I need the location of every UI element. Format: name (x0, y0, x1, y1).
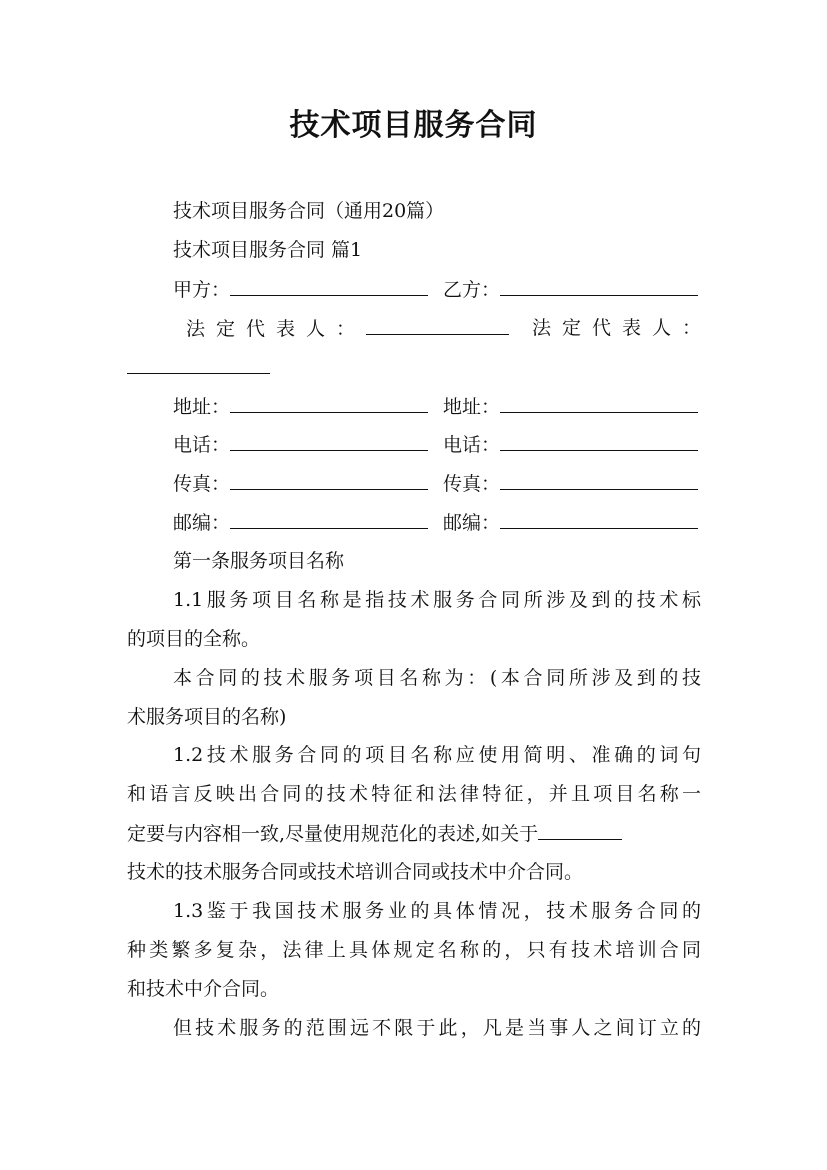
party-b-blank[interactable] (500, 277, 698, 296)
para-name-line-1: 本合同的技术服务项目名称为：(本合同所涉及到的技 (173, 667, 701, 689)
party-b-row (443, 277, 698, 302)
phone-b-blank[interactable] (500, 432, 698, 451)
legal-rep-b-row (532, 316, 712, 340)
party-a-blank[interactable] (230, 277, 428, 296)
phone-b-row (443, 432, 698, 457)
article-heading: 技术项目服务合同 篇1 (173, 239, 363, 261)
para-1-3-line-2: 种类繁多复杂，法律上具体规定名称的，只有技术培训合同 (127, 939, 701, 961)
fax-b-row (443, 471, 698, 496)
postcode-b-label: 邮编： (443, 512, 501, 534)
para-1-3-line-3: 和技术中介合同。 (127, 978, 280, 1000)
fax-a-label: 传真： (173, 473, 231, 495)
phone-a-label: 电话： (173, 434, 231, 456)
legal-rep-a-row (186, 316, 509, 341)
legal-rep-b-label: 法定代表人： (532, 317, 713, 339)
para-1-1-line-2: 的项目的全称。 (127, 628, 261, 650)
para-1-3-line-1: 1.3鉴于我国技术服务业的具体情况，技术服务合同的 (173, 900, 701, 922)
postcode-a-label: 邮编： (173, 512, 231, 534)
legal-rep-b-blank-row (127, 355, 270, 380)
legal-rep-b-blank[interactable] (127, 355, 270, 374)
fax-b-label: 传真： (443, 473, 501, 495)
party-a-row (173, 277, 428, 302)
postcode-a-blank[interactable] (230, 510, 428, 529)
address-a-label: 地址： (173, 396, 231, 418)
fax-a-row (173, 471, 428, 496)
para-name-line-2: 术服务项目的名称) (127, 706, 287, 728)
postcode-a-row (173, 510, 428, 535)
para-1-2-line-3: 定要与内容相一致,尽量使用规范化的表述,如关于 (127, 823, 539, 845)
para-scope-line-1: 但技术服务的范围远不限于此，凡是当事人之间订立的 (173, 1017, 701, 1039)
address-b-row (443, 394, 698, 419)
phone-b-label: 电话： (443, 434, 501, 456)
phone-a-blank[interactable] (230, 432, 428, 451)
postcode-b-row (443, 510, 698, 535)
para-1-2-line-2: 和语言反映出合同的技术特征和法律特征，并且项目名称一 (127, 783, 701, 805)
address-a-blank[interactable] (230, 394, 428, 413)
fax-a-blank[interactable] (230, 471, 428, 490)
subtitle: 技术项目服务合同（通用20篇） (173, 200, 445, 222)
party-a-label: 甲方： (173, 279, 231, 301)
legal-rep-a-label: 法定代表人： (186, 318, 367, 340)
fax-b-blank[interactable] (500, 471, 698, 490)
para-1-2-line-1: 1.2技术服务合同的项目名称应使用简明、准确的词句 (173, 744, 701, 766)
clause-1-heading: 第一条服务项目名称 (173, 550, 345, 572)
document-title: 技术项目服务合同 (289, 108, 538, 143)
party-b-label: 乙方： (443, 279, 501, 301)
para-1-1-line-1: 1.1服务项目名称是指技术服务合同所涉及到的技术标 (173, 589, 701, 611)
address-a-row (173, 394, 428, 419)
postcode-b-blank[interactable] (500, 510, 698, 529)
para-1-2-line-4: 技术的技术服务合同或技术培训合同或技术中介合同。 (127, 861, 584, 883)
para-1-2-line-3-row (127, 821, 622, 846)
address-b-label: 地址： (443, 396, 501, 418)
address-b-blank[interactable] (500, 394, 698, 413)
phone-a-row (173, 432, 428, 457)
legal-rep-a-blank[interactable] (366, 316, 509, 335)
tech-name-blank[interactable] (538, 821, 622, 840)
